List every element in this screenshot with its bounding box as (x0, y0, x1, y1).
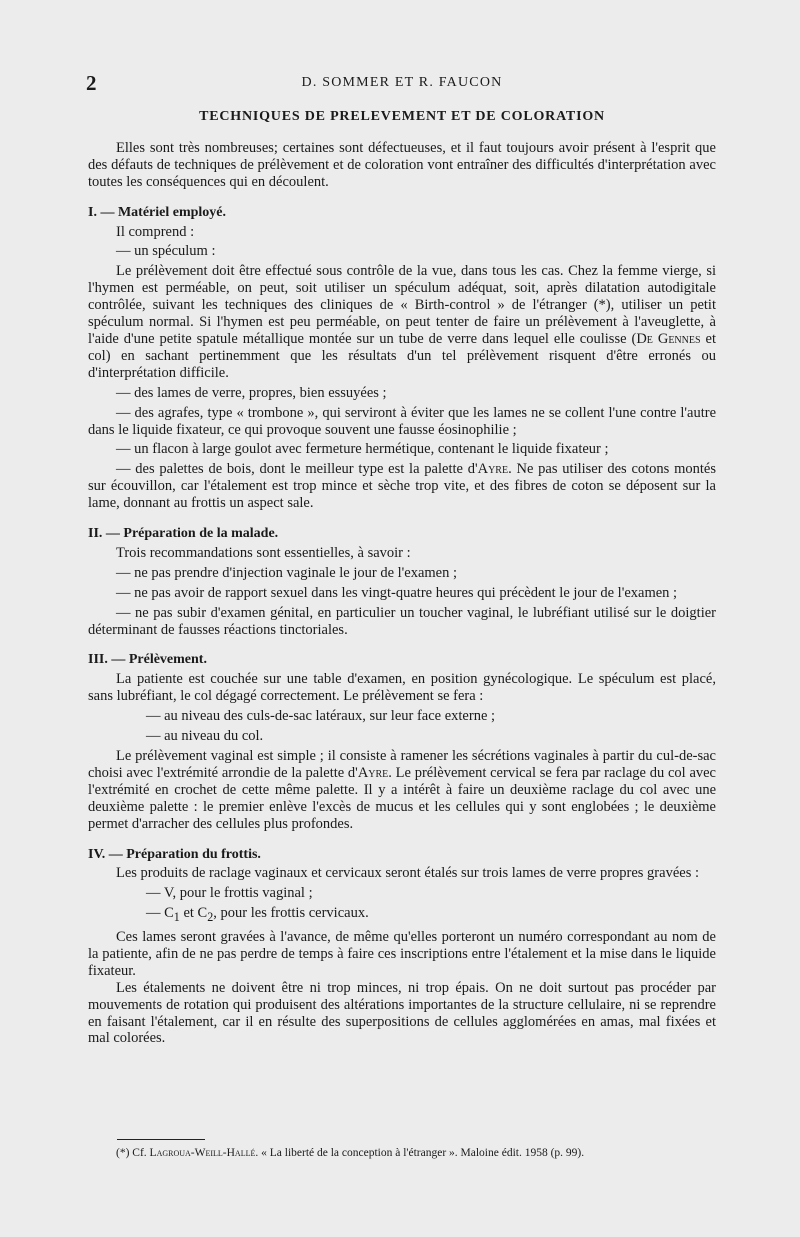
flacon-item: — un flacon à large goulot avec fermeture hermétique, contenant le liquide fixateur ; (116, 441, 609, 458)
text-run: — des palettes de bois, dont le meilleur type est la palette d' (116, 461, 478, 478)
text-run: , pour les frottis cervicaux. (213, 905, 369, 922)
agrafes-item: — des agrafes, type « trombone », qui serviront à éviter que les lames ne se collent l'une contre l'autre dans le liquide fixateur, ce qui provoque souvent une fausse éosinophilie ; (88, 404, 716, 438)
text-run: Le prélèvement doit être effectué sous contrôle de la vue, dans tous les cas. Chez la femme vierge, si l'hymen est perméable, on peut, soit utiliser un spéculum adéquat, soit, après dilatation autodigitale contrôlée, suivant les techniques des cliniques de « Birth-control » de l'étranger (*), utiliser un petit spéculum normal. Si l'hymen est peu perméable, on peut tenter de faire un prélèvement à l'aveuglette, à l'aide d'une petite spatule métallique montée sur un tube de verre dans lequel elle coulisse ( (88, 263, 716, 347)
running-head: D. SOMMER ET R. FAUCON (301, 75, 503, 90)
subscript: 1 (173, 910, 180, 925)
author-name: Ayre (477, 461, 509, 478)
comprend-line: Il comprend : (116, 223, 195, 240)
text-run: et col) en sachant pertinemment que les résultats d'un tel prélèvement risquent d'être erronés ou d'interprétation difficile. (88, 330, 716, 381)
heading-preparation-malade: II. — Préparation de la malade. (88, 526, 279, 542)
author-name: Ayre (357, 764, 389, 781)
text-run: . « La liberté de la conception à l'étranger ». Maloine édit. 1958 (p. 99). (255, 1147, 585, 1159)
text-run: — C (146, 905, 174, 922)
heading-preparation-frottis: IV. — Préparation du frottis. (88, 846, 261, 862)
lames-item: — des lames de verre, propres, bien essuyées ; (116, 384, 387, 401)
patiente-paragraph: La patiente est couchée sur une table d'examen, en position gynécologique. Le spéculum est placé, sans lubréfiant, le col dégagé correctement. Le prélèvement se fera : (88, 671, 716, 705)
footnote (88, 1146, 716, 1160)
text-run: Le prélèvement vaginal est simple ; il consiste à ramener les sécrétions vaginales à partir du cul-de-sac choisi avec l'extrémité arrondie de la palette d' (88, 748, 716, 781)
palettes-item (88, 461, 716, 512)
intro-paragraph: Elles sont très nombreuses; certaines sont défectueuses, et il faut toujours avoir présent à l'esprit que des défauts de techniques de prélèvement et de coloration vont entraîner des difficultés d'interprétation avec toutes les conséquences qui en découlent. (88, 139, 716, 190)
text-run: . Ne pas utiliser des cotons montés sur écouvillon, car l'étalement est trop mince et sèche trop vite, et des fibres de coton se déposent sur la lame, donnant au frottis un aspect sale. (88, 461, 716, 512)
section-title: TECHNIQUES DE PRELEVEMENT ET DE COLORATION (199, 109, 605, 124)
heading-prelevement: III. — Prélèvement. (88, 652, 207, 668)
page-header (86, 71, 718, 97)
subscript: 2 (207, 910, 214, 925)
lame-item: — V, pour le frottis vaginal ; (146, 885, 313, 902)
prelevement-site-item: — au niveau des culs-de-sac latéraux, sur leur face externe ; (146, 708, 496, 725)
footnote-author: Lagroua-Weill-Hallé (149, 1147, 256, 1159)
heading-materiel: I. — Matériel employé. (88, 204, 227, 220)
recommandation-item: — ne pas prendre d'injection vaginale le jour de l'examen ; (116, 564, 458, 581)
etalements-paragraph: Les étalements ne doivent être ni trop minces, ni trop épais. On ne doit surtout pas procéder par mouvements de rotation qui produisent des altérations importantes de la structure cellulaire, ni se reprendre en faisant l'étalement, car il en résulte des superpositions de cellules agglomérées en amas, mal fixées et mal colorées. (88, 979, 716, 1047)
recommandation-item: — ne pas subir d'examen génital, en particulier un toucher vaginal, le lubréfiant utilisé sur le doigtier déterminant de fausses réactions tinctoriales. (88, 604, 716, 638)
text-run: . Le prélèvement cervical se fera par raclage du col avec l'extrémité en crochet de cette même palette. Il y a intérêt à faire un deuxième raclage du col avec une deuxième palette : le premier enlève l'excès de mucus et les cellules qui y sont englobées ; le deuxième permet d'arracher des cellules plus profondes. (88, 764, 716, 832)
recommandation-item: — ne pas avoir de rapport sexuel dans les vingt-quatre heures qui précèdent le jour de l'examen ; (116, 584, 678, 601)
speculum-line: — un spéculum : (116, 243, 216, 260)
produits-paragraph: Les produits de raclage vaginaux et cervicaux seront étalés sur trois lames de verre propres gravées : (116, 865, 699, 882)
lame-item (88, 905, 716, 926)
prelevement-vaginal-paragraph (88, 748, 716, 833)
text-run: (*) Cf. (116, 1147, 150, 1159)
page-number: 2 (86, 71, 97, 95)
lames-gravees-paragraph: Ces lames seront gravées à l'avance, de même qu'elles porteront un numéro correspondant au nom de la patiente, afin de ne pas perdre de temps à faire ces inscriptions entre l'étalement et la mise dans le liquide fixateur. (88, 929, 716, 979)
author-name: De Gennes (636, 330, 701, 347)
text-run: et C (179, 905, 208, 922)
recommandations-intro: Trois recommandations sont essentielles, à savoir : (116, 544, 411, 561)
prelevement-paragraph (88, 263, 716, 381)
main-text (88, 109, 716, 1047)
prelevement-site-item: — au niveau du col. (146, 728, 264, 745)
footnote-rule (117, 1139, 205, 1140)
